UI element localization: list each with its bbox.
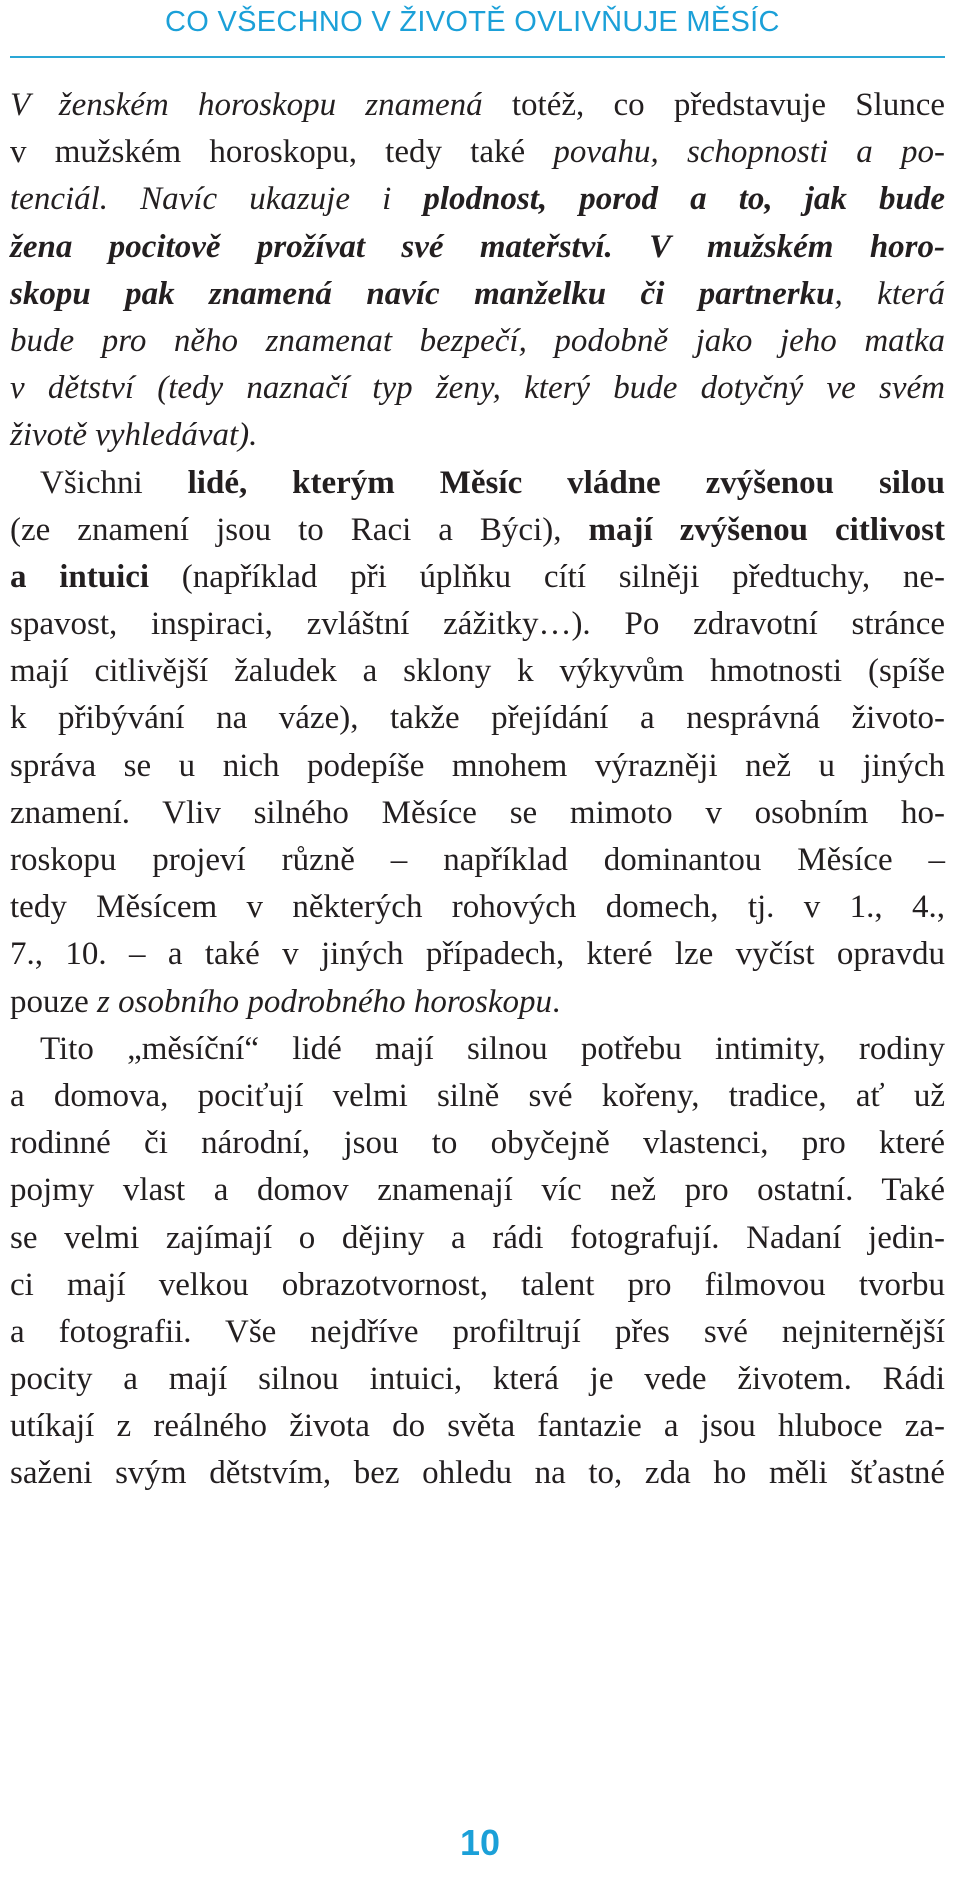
chapter-title: CO VŠECHNO V ŽIVOTĚ OVLIVŇUJE MĚSÍC [165,6,780,38]
text-line: bude pro něho znamenat bezpečí, podobně jako jeho matka [10,322,945,359]
text-line: a fotografii. Vše nejdříve profiltrují přes své nejniternější [10,1313,945,1350]
text-line: pouze z osobního podrobného horoskopu. [10,983,561,1020]
running-header [10,0,945,58]
text-line: ci mají velkou obrazotvornost, talent pro filmovou tvorbu [10,1266,945,1303]
text-line: k přibývání na váze), takže přejídání a nesprávná životo- [10,700,945,737]
text-line: V ženském horoskopu znamená totéž, co představuje Slunce [10,87,946,123]
text-line: znamení. Vliv silného Měsíce se mimoto v osobním ho- [10,794,945,831]
text-line: Tito „měsíční“ lidé mají silnou potřebu intimity, rodiny [40,1030,945,1067]
text-line: se velmi zajímají o dějiny a rádi fotografují. Nadaní jedin- [10,1219,945,1256]
text-line: žena pocitově prožívat své mateřství. V mužském horo- [10,228,946,265]
text-line: 7., 10. – a také v jiných případech, které lze vyčíst opravdu [10,936,945,973]
text-line: rodinné či národní, jsou to obyčejně vlastenci, pro které [10,1125,945,1162]
text-line: a domova, pociťují velmi silně své kořeny, tradice, ať už [10,1077,945,1114]
text-line: pocity a mají silnou intuici, která je vede životem. Rádi [10,1361,945,1398]
text-line: spavost, inspiraci, zvláštní zážitky…). Po zdravotní stránce [10,606,945,643]
text-line: skopu pak znamená navíc manželku či partnerku, která [10,275,945,312]
text-line: roskopu projeví různě – například dominantou Měsíce – [10,842,945,878]
text-line: v dětství (tedy naznačí typ ženy, který bude dotyčný ve svém [10,370,945,407]
text-line: a intuici (například při úplňku cítí silněji předtuchy, ne- [10,558,945,595]
text-line: životě vyhledávat). [10,417,258,454]
text-line: v mužském horoskopu, tedy také povahu, schopnosti a po- [10,134,945,171]
body-text [10,82,945,1498]
text-line: mají citlivější žaludek a sklony k výkyvům hmotnosti (spíše [10,653,945,690]
text-line: (ze znamení jsou to Raci a Býci), mají zvýšenou citlivost [10,511,945,548]
text-line: tenciál. Navíc ukazuje i plodnost, porod a to, jak bude [10,181,945,218]
text-line: správa se u nich podepíše mnohem výrazněji než u jiných [10,747,945,784]
text-line: utíkají z reálného života do světa fantazie a jsou hluboce za- [10,1408,945,1445]
text-line: pojmy vlast a domov znamenají víc než pro ostatní. Také [10,1172,945,1209]
text-line: Všichni lidé, kterým Měsíc vládne zvýšenou silou [40,464,945,501]
text-line: saženi svým dětstvím, bez ohledu na to, zda ho měli šťastné [10,1455,945,1492]
page-number: 10 [459,1822,501,1863]
text-line: tedy Měsícem v některých rohových domech, tj. v 1., 4., [10,889,945,926]
